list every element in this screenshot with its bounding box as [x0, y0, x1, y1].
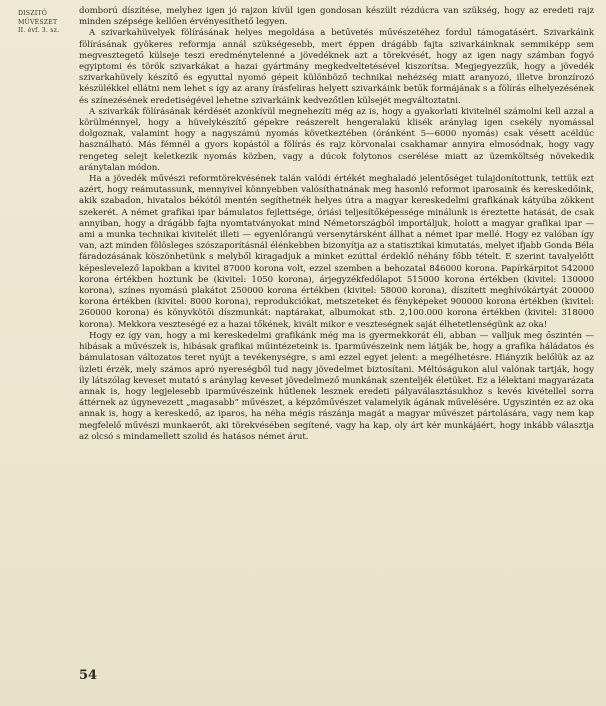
running-head-title-line1: DISZITŐ	[18, 10, 47, 17]
running-head	[18, 10, 78, 36]
paragraph: Hogy ez így van, hogy a mi kereskedelmi grafikánk még ma is gyermekkorát éli, abban — valljuk meg őszintén — hibásak a művészek is, hibásak grafikai műintézeteink is. Iparművészeink nem látják be, hogy a grafika háládatos és bámulatosan változatos teret nyújt a tevékenységre, s ami ezzel egyet jelent: a megélhetésre. Hiányzik belőlük az az üzleti érzék, mely számos apró nyereségből tud nagy jövedelmet biztosítani. Méltóságukon alul valónak tartják, hogy ily látszólag keveset mutató s aránylag keveset jövedelmező munkának szenteljék életüket. Ez a lélektani magyarázata annak is, hogy legjelesebb iparművészeink hűtlenek lesznek eredeti pályaválasztásukhoz s kevés kivétellel sorra áttérnek az úgynevezett „magasabb” művészet, a képzőművészet valamelyik ágának művelésére. Ugyszintén ez az oka annak is, hogy a kereskedő, az iparos, ha néha mégis rászánja magát a magyar művészet pártolására, vagy nem kap megfelelő művészi munkaerőt, aki törekvésében segítené, vagy ha kap, oly árt kér munkájáért, hogy inkább választja az olcsó s mindamellett szolid és hatásos német árut.	[79, 330, 594, 442]
running-head-title-line2: MŰVÉSZET	[18, 18, 58, 26]
paragraph: domború díszítése, melyhez igen jó rajzon kívül igen gondosan készült rézdúcra van szükség, hogy az eredeti rajz minden szépsége kellően érvényesíthető legyen.	[79, 6, 594, 28]
paragraph: A szivarkák fölírásának kérdését azonkívül megnehezíti még az is, hogy a gyakorlati kivitelnél számolni kell azzal a körülménnyel, hogy a hüvelykészítő gépekre reászerelt hengeralakú klisék aránylag igen csekély nyomással dolgoznak, valamint hogy a nagyszámú nyomás következtében (óránként 5—6000 nyomás) csak vésett acéldúc használható. Más fémnél a gyors kopástól a fölírás és rajz körvonalai csakhamar annyira elmosódnak, hogy vagy rengeteg selejt keletkezik nyomás közben, vagy a dúcok folytonos cserélése miatt az üzemköltség növekedik aránytalan módon.	[79, 106, 594, 173]
page-number: 54	[79, 668, 98, 683]
paragraph: A szivarkahüvelyek fölírásának helyes megoldása a betűvetés művészetéhez fordul támogatásért. Szivarkáink fölírásának gyökeres reformja annál szükségesebb, mert éppen drágább fajta szivarkáinknak semmiképp sem megvesztegető külseje teszi eredménytelenné a jövedéknek azt a törekvését, hogy az igen nagy számban fogyó egyiptomi és török szivarkákat a hazai gyártmány megkedveltetésével kiszorítsa. Megjegyezzük, hogy a jövedék szivarkahüvely készítő és egyuttal nyomó gépeit különböző technikai nehézség miatt aranyozó, illetve bronzírozó készülékkel ellátni nem lehet s így az arany írásfeliras helyett szivarkáink betűk formájának s a fölírás elhelyezésének és színezésének eredetiségével lehetne szivarkáink kedvezőtlen külsejét megváltoztatni.	[79, 28, 594, 106]
running-head-issue: II. évf. 3. sz.	[18, 27, 60, 35]
body-text	[79, 6, 594, 443]
paragraph: Ha a jövedék művészi reformtörekvésének talán valódi értékét meghaladó jelentőséget tulajdonítottunk, tettük ezt azért, hogy reámutassunk, mennyivel könnyebben valósíthatnának meg hasonló reformot iparosaink és kereskedőink, akik szabadon, hivatalos békótól mentén segíthetnék helyes útra a magyar kereskedelmi grafikának kátyúba zökkent szekerét. A német grafikai ipar bámulatos fejlettsége, óriási teljesítőképessége minálunk is éreztette hatását, de csak annyiban, hogy a drágább fajta nyomtatványokat mind Németországból importáljuk, holott a magyar grafikai ipar — ami a munka technikai kivitelét illeti — egyenlőrangú versenytársként állhat a német ipar mellé. Hogy ez valóban így van, azt minden fölösleges szószaporításnál élénkebben bizonyítja az a statisztikai kimutatás, melyet ifjabb Gonda Béla fáradozásának köszönhetünk s melyből kiragadjuk a minket ezúttal érdeklő néhány főbb tételt. E szerint tavalyelőtt képeslevelező lapokban a kivitel 87000 korona volt, ezzel szemben a behozatal 846000 korona. Papírkárpitot 542000 korona értékben hoztunk be (kivitel: 1050 korona), árjegyzékfedőlapot 515000 korona értékben (kivitel: 130000 korona), színes nyomású plakátot 250000 korona értékben (kivitel: 58000 korona), díszített meghívókártyát 200000 korona értékben (kivitel: 8000 korona), reprodukciókat, metszeteket és fényképeket 900000 korona értékben (kivitel: 260000 korona) és könyvkötői díszmunkát: naptárakat, albumokat stb. 2,100.000 korona értékben (kivitel: 318000 korona). Mekkora veszteségé ez a hazai tőkének, kivált mikor e veszteségnek saját élhetetlenségünk az oka!	[79, 174, 594, 330]
